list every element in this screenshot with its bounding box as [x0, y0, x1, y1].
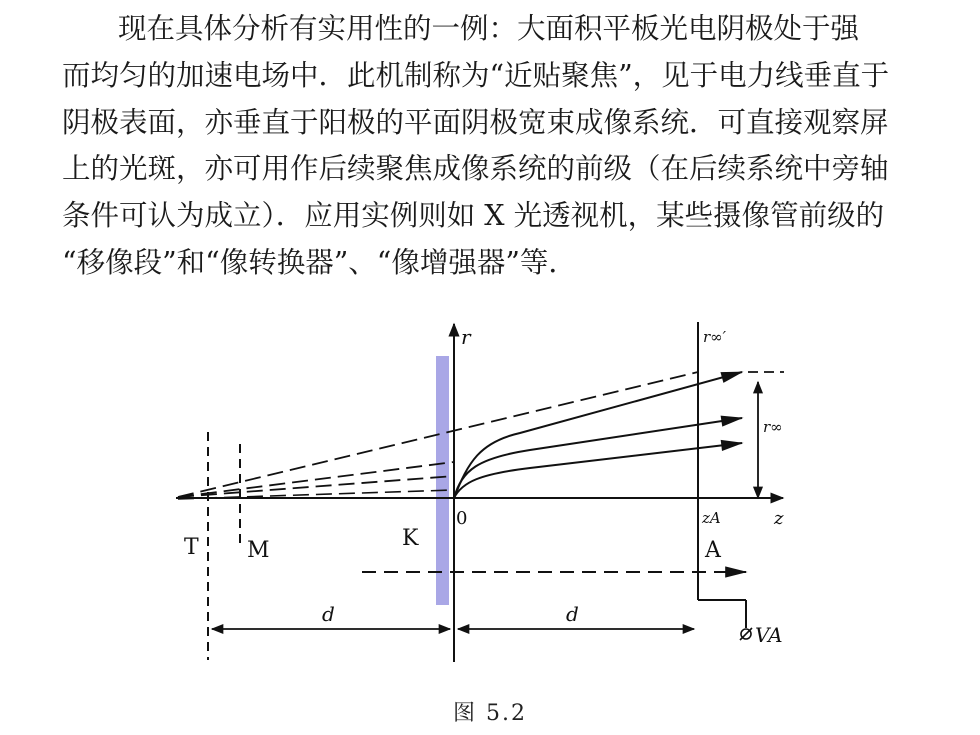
origin-label: 0	[456, 508, 468, 529]
cathode-plate	[436, 356, 449, 605]
paragraph-line: 而均匀的加速电场中．此机制称为“近贴聚焦”，见于电力线垂直于	[62, 58, 890, 92]
z-a-label: zA	[702, 509, 721, 527]
z-axis-label: z	[774, 508, 784, 529]
r-infinity-prime-label: r∞′	[703, 328, 727, 346]
paragraph-line: 条件可认为成立）．应用实例则如 X 光透视机，某些摄像管前级的	[62, 199, 885, 233]
paragraph-line: 现在具体分析有实用性的一例：大面积平板光电阴极处于强	[118, 12, 860, 45]
dimension-d-left-label: d	[322, 602, 335, 626]
r-axis-label: r	[461, 325, 471, 349]
paragraph-line: 阴极表面，亦垂直于阳极的平面阴极宽束成像系统．可直接观察屏	[62, 105, 889, 139]
r-infinity-label: r∞	[763, 418, 783, 436]
label-A: A	[705, 538, 721, 563]
paragraph-line: 上的光斑，亦可用作后续聚焦成像系统的前级（在后续系统中旁轴	[62, 152, 889, 186]
voltage-label: VA	[755, 623, 783, 647]
label-K: K	[402, 526, 419, 551]
label-M: M	[247, 538, 270, 563]
label-T: T	[184, 535, 199, 560]
figure-caption: 图 5.2	[453, 701, 527, 726]
dimension-d-right-label: d	[566, 602, 579, 626]
paragraph-line: “移像段”和“像转换器”、“像增强器”等．	[62, 245, 577, 279]
